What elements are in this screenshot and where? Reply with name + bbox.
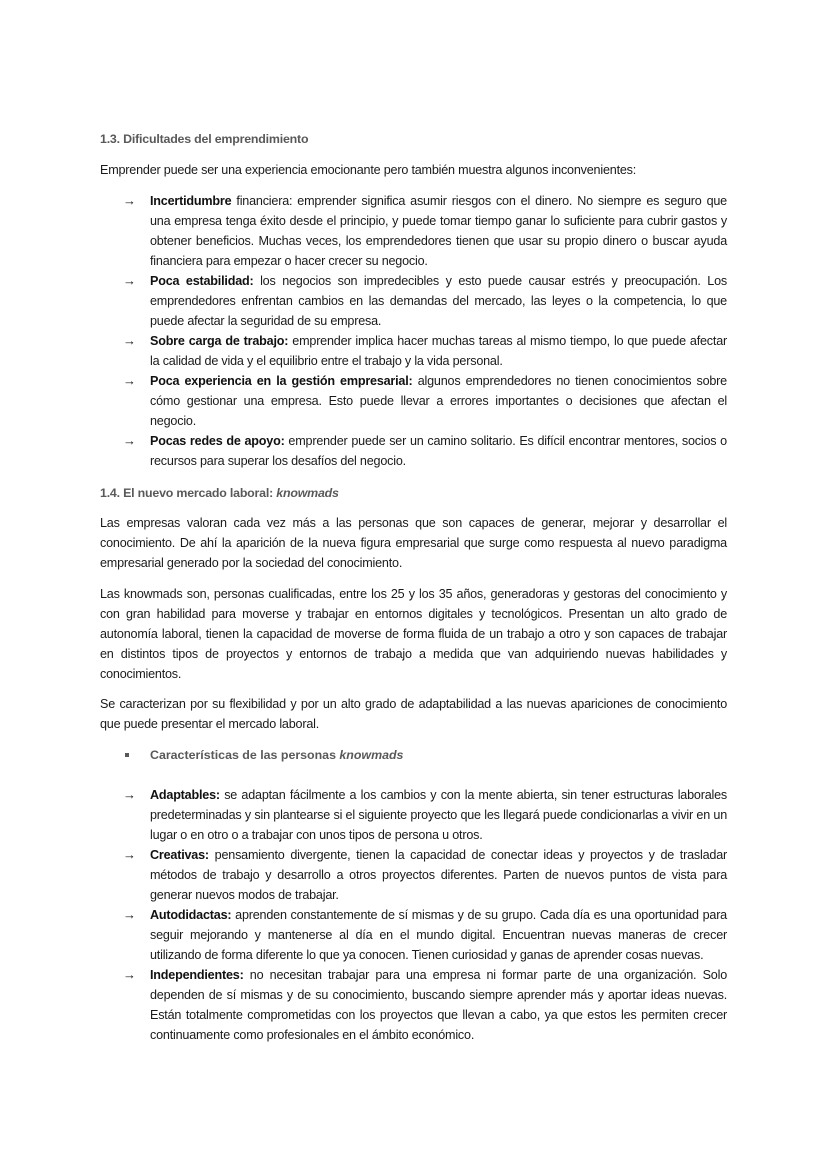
list-item [100,905,727,965]
item-term: Pocas redes de apoyo: [150,434,285,448]
subheading-bullet [100,745,403,765]
paragraph: Las empresas valoran cada vez más a las personas que son capaces de generar, mejorar y desarrollar el conocimiento. De ahí la aparición de la nueva figura empresarial que surge como respuesta al nuevo paradigma empresarial generado por la sociedad del conocimiento. [100,516,727,570]
item-text: aprenden constantemente de sí mismas y de su grupo. Cada día es una oportunidad para seguir mejorando y mantenerse al día en el mundo digital. Encuentran nuevas maneras de crecer utilizando de forma diferente lo que ya conocen. Tienen curiosidad y ganas de aprender cosas nuevas. [150,908,727,962]
item-text: financiera: emprender significa asumir riesgos con el dinero. No siempre es seguro que una empresa tenga éxito desde el principio, y puede tomar tiempo ganar lo suficiente para cubrir gastos y obtener beneficios. Muchas veces, los emprendedores tienen que usar su propio dinero o buscar ayuda financiera para empezar o hacer crecer su negocio. [150,194,727,268]
item-text: los negocios son impredecibles y esto puede causar estrés y preocupación. Los emprendedores enfrentan cambios en las demandas del mercado, las leyes o la competencia, lo que puede afectar la seguridad de su empresa. [150,274,727,328]
item-text: pensamiento divergente, tienen la capacidad de conectar ideas y proyectos y de trasladar métodos de trabajo y desarrollo a otros proyectos diferentes. Parten de nuevos puntos de vista para generar nuevos modos de trabajar. [150,848,727,902]
list-item [100,271,727,331]
paragraph: Se caracterizan por su flexibilidad y por un alto grado de adaptabilidad a las nuevas apariciones de conocimiento que puede presentar el mercado laboral. [100,697,727,731]
arrow-icon: → [123,373,136,388]
heading-1-3: 1.3. Dificultades del emprendimiento [100,132,309,146]
item-text: emprender puede ser un camino solitario. Es difícil encontrar mentores, socios o recursos para superar los desafíos del negocio. [150,434,727,468]
list-item [100,845,727,905]
item-term: Creativas: [150,848,209,862]
intro-paragraph: Emprender puede ser una experiencia emocionante pero también muestra algunos inconvenientes: [100,163,637,177]
arrow-icon: → [123,787,136,802]
characteristics-list [100,785,727,1045]
item-text: no necesitan trabajar para una empresa ni formar parte de una organización. Solo dependen de sí mismas y de su conocimiento, buscando siempre aprender más y aportar ideas nuevas. Están totalmente comprometidas con los proyectos que llevan a cabo, ya que estos les permiten crecer continuamente como profesionales en el ámbito económico. [150,968,727,1042]
subheading-text: Características de las personas [150,748,340,762]
arrow-icon: → [123,847,136,862]
list-item [100,965,727,1045]
list-item [100,331,727,371]
arrow-icon: → [123,907,136,922]
item-text: se adaptan fácilmente a los cambios y con la mente abierta, sin tener estructuras laborales predeterminadas y sin plantearse si el siguiente proyecto que les llegará puede condicionarlas a vivir en un lugar o en otro o a trabajar con unos tipos de persona u otros. [150,788,727,842]
list-item [100,191,727,271]
list-item [100,371,727,431]
heading-italic: knowmads [276,486,339,500]
paragraph: Las knowmads son, personas cualificadas, entre los 25 y los 35 años, generadoras y gestoras del conocimiento y con gran habilidad para moverse y trabajar en entornos digitales y tecnológicos. Presentan un alto grado de autonomía laboral, tienen la capacidad de moverse de forma fluida de un trabajo a otro y son capaces de trabajar en distintos tipos de proyectos y entornos de trabajo a medida que van adquiriendo nuevas habilidades y conocimientos. [100,587,727,681]
arrow-icon: → [123,433,136,448]
item-term: Sobre carga de trabajo: [150,334,289,348]
arrow-icon: → [123,273,136,288]
item-term: Incertidumbre [150,194,232,208]
item-term: Autodidactas: [150,908,232,922]
item-text: emprender implica hacer muchas tareas al mismo tiempo, lo que puede afectar la calidad de vida y el equilibrio entre el trabajo y la vida personal. [150,334,727,368]
arrow-icon: → [123,193,136,208]
item-term: Poca estabilidad: [150,274,254,288]
list-item [100,431,727,471]
heading-1-4 [100,483,727,503]
list-item [100,785,727,845]
arrow-icon: → [123,967,136,982]
arrow-icon: → [123,333,136,348]
subheading-italic: knowmads [339,748,404,762]
item-term: Adaptables: [150,788,220,802]
item-text: algunos emprendedores no tienen conocimientos sobre cómo gestionar una empresa. Esto puede llevar a errores importantes o decisiones que afectan el negocio. [150,374,727,428]
heading-text: 1.4. El nuevo mercado laboral: [100,486,277,500]
item-term: Independientes: [150,968,244,982]
difficulties-list [100,191,727,471]
square-bullet-icon [125,753,129,757]
item-term: Poca experiencia en la gestión empresarial: [150,374,413,388]
